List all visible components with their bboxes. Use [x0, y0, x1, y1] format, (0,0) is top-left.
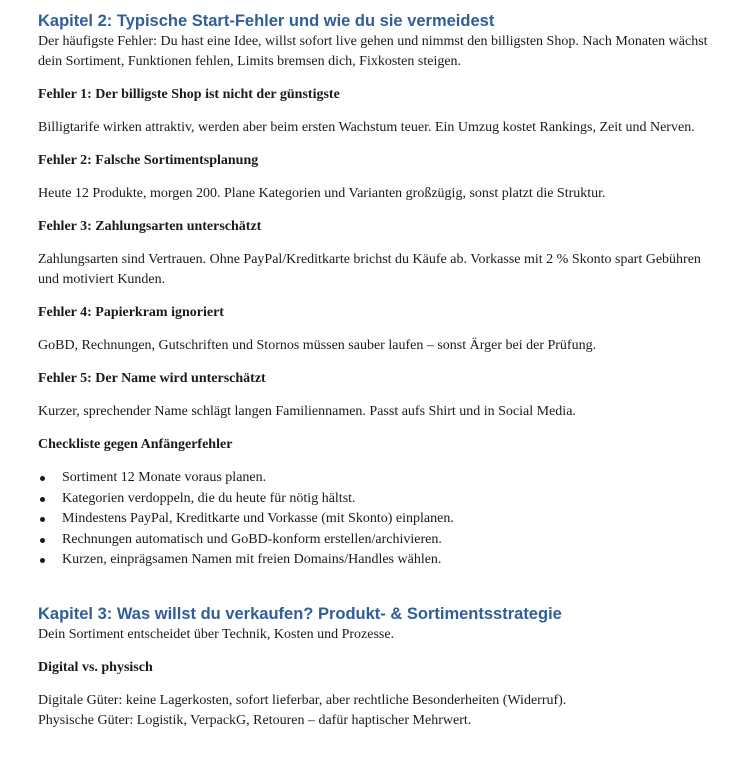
- checklist: [38, 468, 718, 571]
- error-1-title: Fehler 1: Der billigste Shop ist nicht der günstigste: [38, 87, 340, 102]
- error-5-title: Fehler 5: Der Name wird unterschätzt: [38, 371, 266, 386]
- error-2-title: Fehler 2: Falsche Sortimentsplanung: [38, 153, 259, 168]
- chapter-3-heading: Kapitel 3: Was willst du verkaufen? Produkt- & Sortimentsstrategie: [38, 604, 562, 623]
- checklist-item-text: Kategorien verdoppeln, die du heute für nötig hältst.: [62, 490, 356, 506]
- error-3-text: Zahlungsarten sind Vertrauen. Ohne PayPal/Kreditkarte brichst du Käufe ab. Vorkasse mit 2 % Skonto spart Gebühren und motiviert Kunden.: [38, 252, 701, 287]
- bullet-icon: [40, 497, 45, 502]
- chapter-2-heading: Kapitel 2: Typische Start-Fehler und wie du sie vermeidest: [38, 12, 495, 30]
- list-item: [38, 468, 718, 489]
- list-item: [38, 509, 718, 530]
- error-4-text: GoBD, Rechnungen, Gutschriften und Stornos müssen sauber laufen – sonst Ärger bei der Prüfung.: [38, 338, 597, 353]
- list-item: [38, 489, 718, 510]
- error-1-text: Billigtarife wirken attraktiv, werden aber beim ersten Wachstum teuer. Ein Umzug kostet Rankings, Zeit und Nerven.: [38, 120, 695, 135]
- document-page: [38, 10, 718, 731]
- error-5-text: Kurzer, sprechender Name schlägt langen Familiennamen. Passt aufs Shirt und in Social Media.: [38, 404, 576, 419]
- checklist-item-text: Mindestens PayPal, Kreditkarte und Vorkasse (mit Skonto) einplanen.: [62, 511, 454, 527]
- physical-goods-line: Physische Güter: Logistik, VerpackG, Retouren – dafür haptischer Mehrwert.: [38, 712, 472, 728]
- error-2-text: Heute 12 Produkte, morgen 200. Plane Kategorien und Varianten großzügig, sonst platzt die Struktur.: [38, 186, 606, 201]
- chapter-2-intro: Der häufigste Fehler: Du hast eine Idee, willst sofort live gehen und nimmst den billigsten Shop. Nach Monaten wächst dein Sortiment, Funktionen fehlen, Limits bremsen dich, Fixkosten steigen.: [38, 34, 708, 69]
- bullet-icon: [40, 538, 45, 543]
- digital-goods-line: Digitale Güter: keine Lagerkosten, sofort lieferbar, aber rechtliche Besonderheiten (Widerruf).: [38, 692, 567, 708]
- list-item: [38, 550, 718, 571]
- bullet-icon: [40, 476, 45, 481]
- checklist-title: Checkliste gegen Anfängerfehler: [38, 437, 233, 452]
- error-3-title: Fehler 3: Zahlungsarten unterschätzt: [38, 219, 262, 234]
- checklist-item-text: Rechnungen automatisch und GoBD-konform erstellen/archivieren.: [62, 531, 442, 547]
- list-item: [38, 530, 718, 551]
- digital-vs-physical-title: Digital vs. physisch: [38, 659, 153, 675]
- chapter-3-intro: Dein Sortiment entscheidet über Technik, Kosten und Prozesse.: [38, 626, 395, 642]
- bullet-icon: [40, 558, 45, 563]
- error-4-title: Fehler 4: Papierkram ignoriert: [38, 305, 224, 320]
- checklist-item-text: Kurzen, einprägsamen Namen mit freien Domains/Handles wählen.: [62, 552, 442, 568]
- bullet-icon: [40, 517, 45, 522]
- checklist-item-text: Sortiment 12 Monate voraus planen.: [62, 470, 267, 485]
